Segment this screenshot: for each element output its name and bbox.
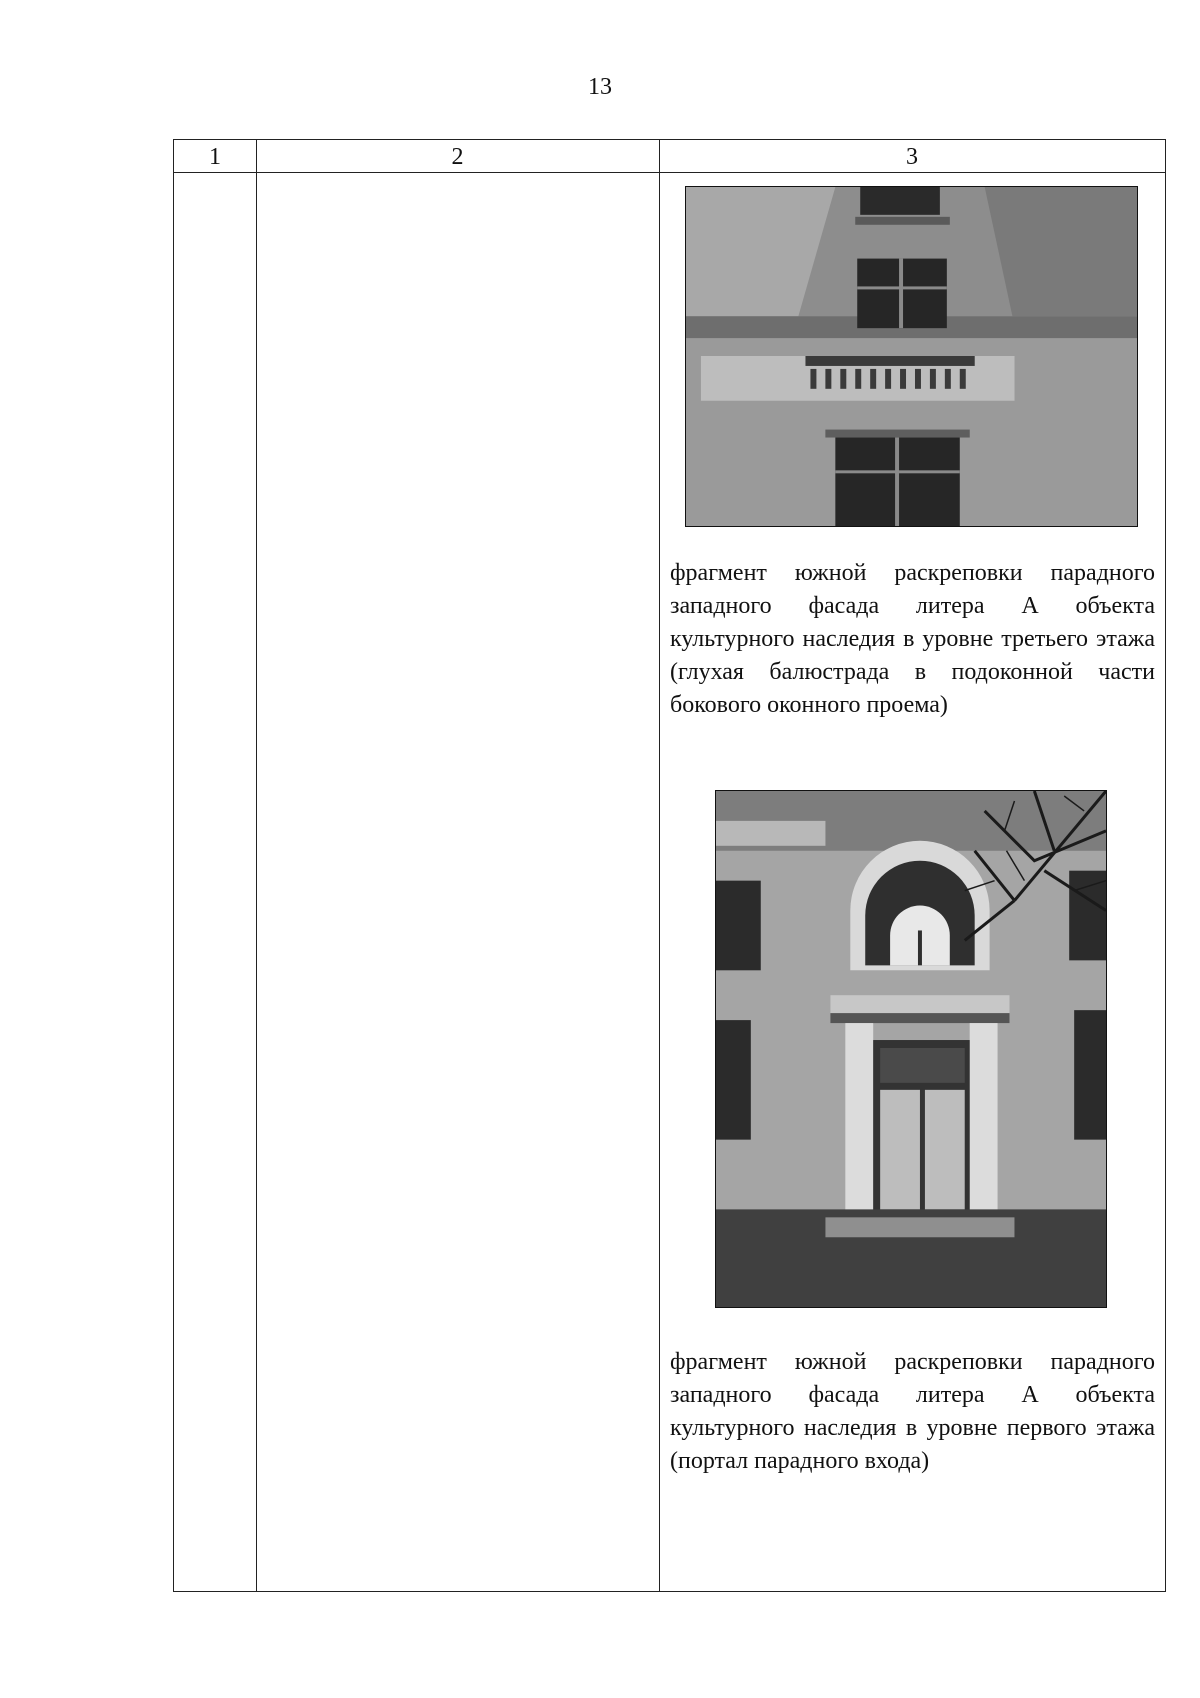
caption-photo-1: фрагмент южной раскреповки парадного западного фасада литера А объекта культурного наследия в уровне третьего этажа (глухая балюстрада в подоконной части бокового оконного проема)	[670, 560, 1155, 718]
header-col-1: 1	[209, 144, 221, 170]
column-divider-2	[659, 140, 660, 1591]
facade-balustrade-photo	[685, 186, 1138, 527]
caption-photo-2: фрагмент южной раскреповки парадного западного фасада литера А объекта культурного наследия в уровне первого этажа (портал парадного входа)	[670, 1349, 1155, 1474]
entrance-portal-photo	[715, 790, 1107, 1308]
header-col-3: 3	[906, 144, 918, 170]
column-divider-1	[256, 140, 257, 1591]
page-number: 13	[588, 74, 612, 100]
header-col-2: 2	[451, 144, 464, 170]
